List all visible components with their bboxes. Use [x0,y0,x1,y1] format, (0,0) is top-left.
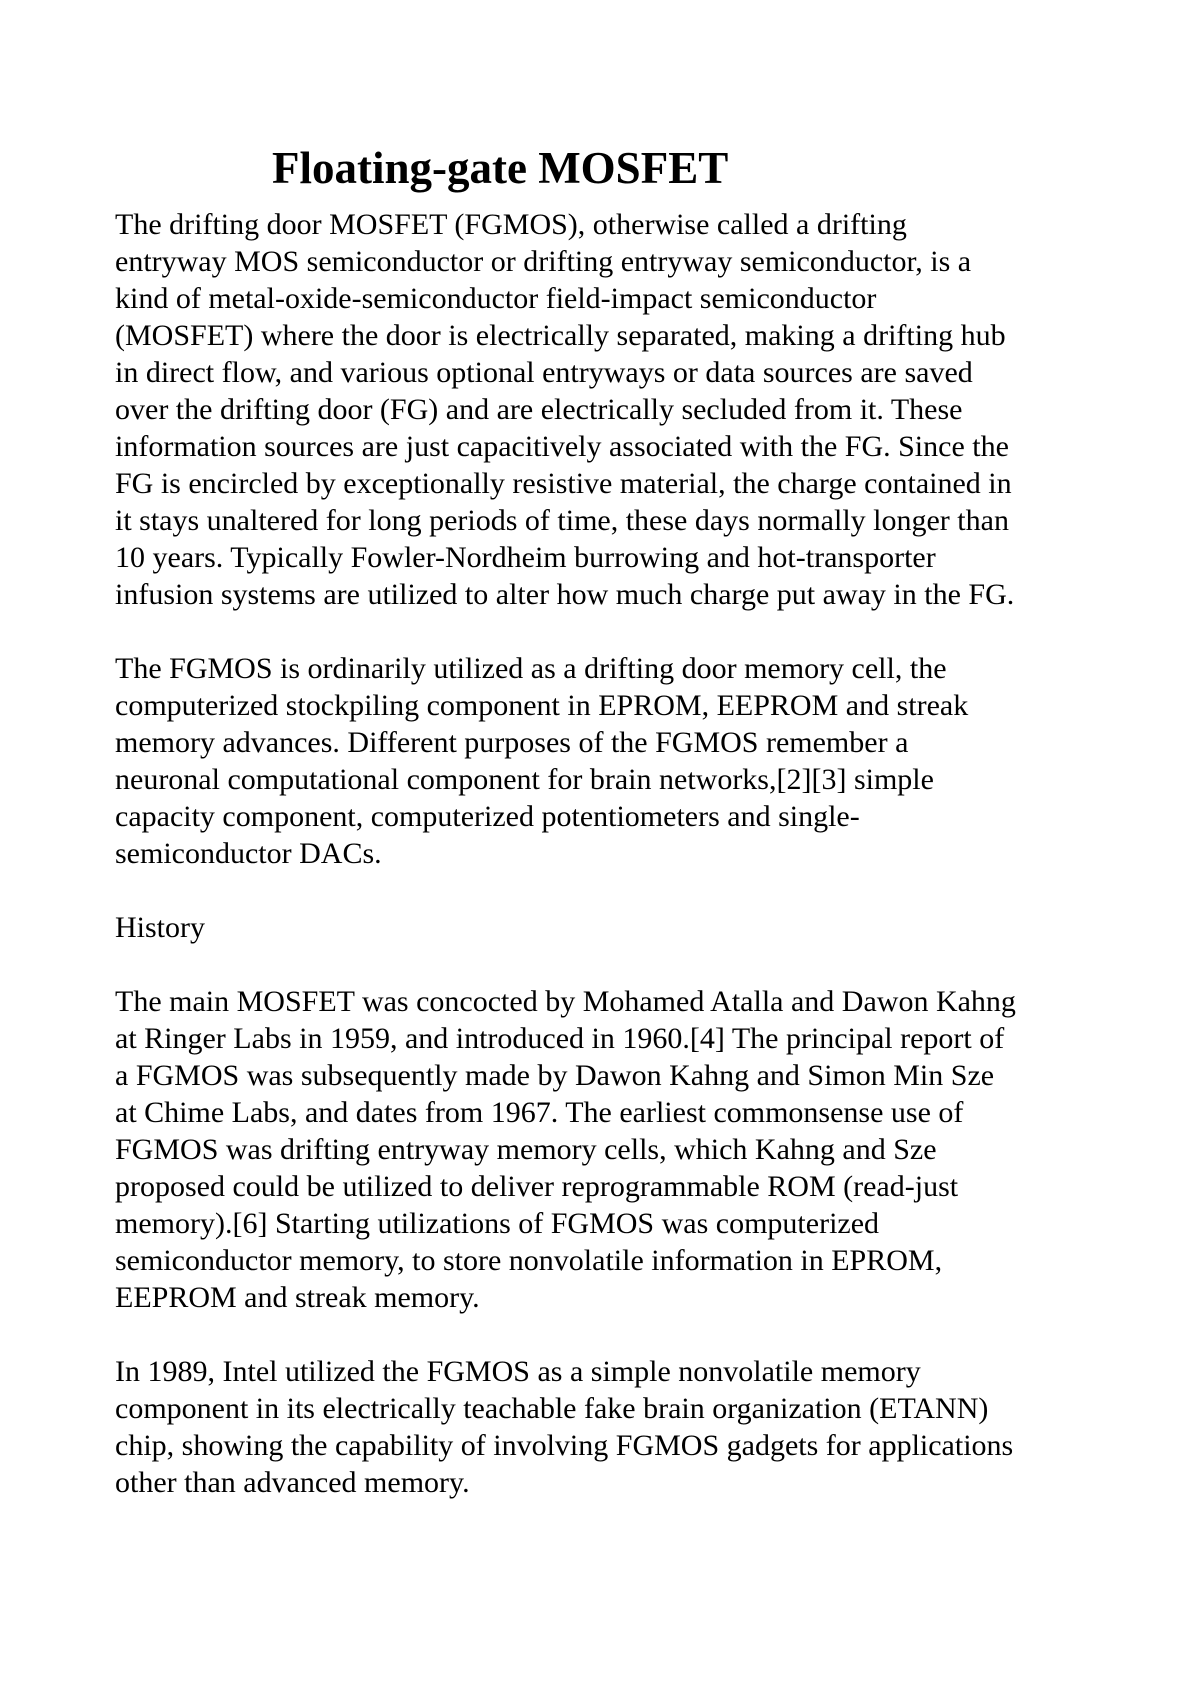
text-line: memory advances. Different purposes of the FGMOS remember a [115,726,909,759]
text-line: a FGMOS was subsequently made by Dawon Kahng and Simon Min Sze [115,1059,995,1092]
text-line: kind of metal-oxide-semiconductor field-impact semiconductor [115,282,877,315]
text-line: FGMOS was drifting entryway memory cells, which Kahng and Sze [115,1133,937,1166]
paragraph-spacer [115,613,1115,650]
paragraph-intel [115,1353,1115,1501]
paragraph-spacer [115,1316,1115,1353]
text-line: at Ringer Labs in 1959, and introduced in 1960.[4] The principal report of [115,1022,1005,1055]
text-line: 10 years. Typically Fowler-Nordheim burrowing and hot-transporter [115,541,936,574]
text-line: over the drifting door (FG) and are electrically secluded from it. These [115,393,963,426]
section-heading-history [115,909,1115,946]
text-line: semiconductor DACs. [115,837,382,870]
text-line: computerized stockpiling component in EPROM, EEPROM and streak [115,689,969,722]
text-line: History [115,911,205,944]
text-line: The FGMOS is ordinarily utilized as a drifting door memory cell, the [115,652,947,685]
text-line: it stays unaltered for long periods of time, these days normally longer than [115,504,1009,537]
text-line: The drifting door MOSFET (FGMOS), otherwise called a drifting [115,208,907,241]
text-line: proposed could be utilized to deliver reprogrammable ROM (read-just [115,1170,959,1203]
text-line: memory).[6] Starting utilizations of FGMOS was computerized [115,1207,880,1240]
text-line: semiconductor memory, to store nonvolatile information in EPROM, [115,1244,943,1277]
paragraph-spacer [115,946,1115,983]
text-line: EEPROM and streak memory. [115,1281,480,1314]
text-line: The main MOSFET was concocted by Mohamed Atalla and Dawon Kahng [115,985,1016,1018]
paragraph-uses [115,650,1115,872]
paragraph-intro [115,206,1115,613]
text-line: In 1989, Intel utilized the FGMOS as a simple nonvolatile memory [115,1355,921,1388]
text-line: information sources are just capacitively associated with the FG. Since the [115,430,1009,463]
text-line: infusion systems are utilized to alter how much charge put away in the FG. [115,578,1015,611]
paragraph-spacer [115,872,1115,909]
text-line: (MOSFET) where the door is electrically separated, making a drifting hub [115,319,1006,352]
text-line: other than advanced memory. [115,1466,470,1499]
text-line: in direct flow, and various optional entryways or data sources are saved [115,356,973,389]
text-line: entryway MOS semiconductor or drifting entryway semiconductor, is a [115,245,972,278]
document-body [115,206,1115,1501]
text-line: FG is encircled by exceptionally resistive material, the charge contained in [115,467,1012,500]
text-line: neuronal computational component for brain networks,[2][3] simple [115,763,934,796]
text-line: component in its electrically teachable fake brain organization (ETANN) [115,1392,989,1425]
paragraph-history [115,983,1115,1316]
text-line: chip, showing the capability of involving FGMOS gadgets for applications [115,1429,1014,1462]
text-line: at Chime Labs, and dates from 1967. The earliest commonsense use of [115,1096,964,1129]
text-line: capacity component, computerized potentiometers and single- [115,800,860,833]
page-title: Floating-gate MOSFET [272,143,729,193]
